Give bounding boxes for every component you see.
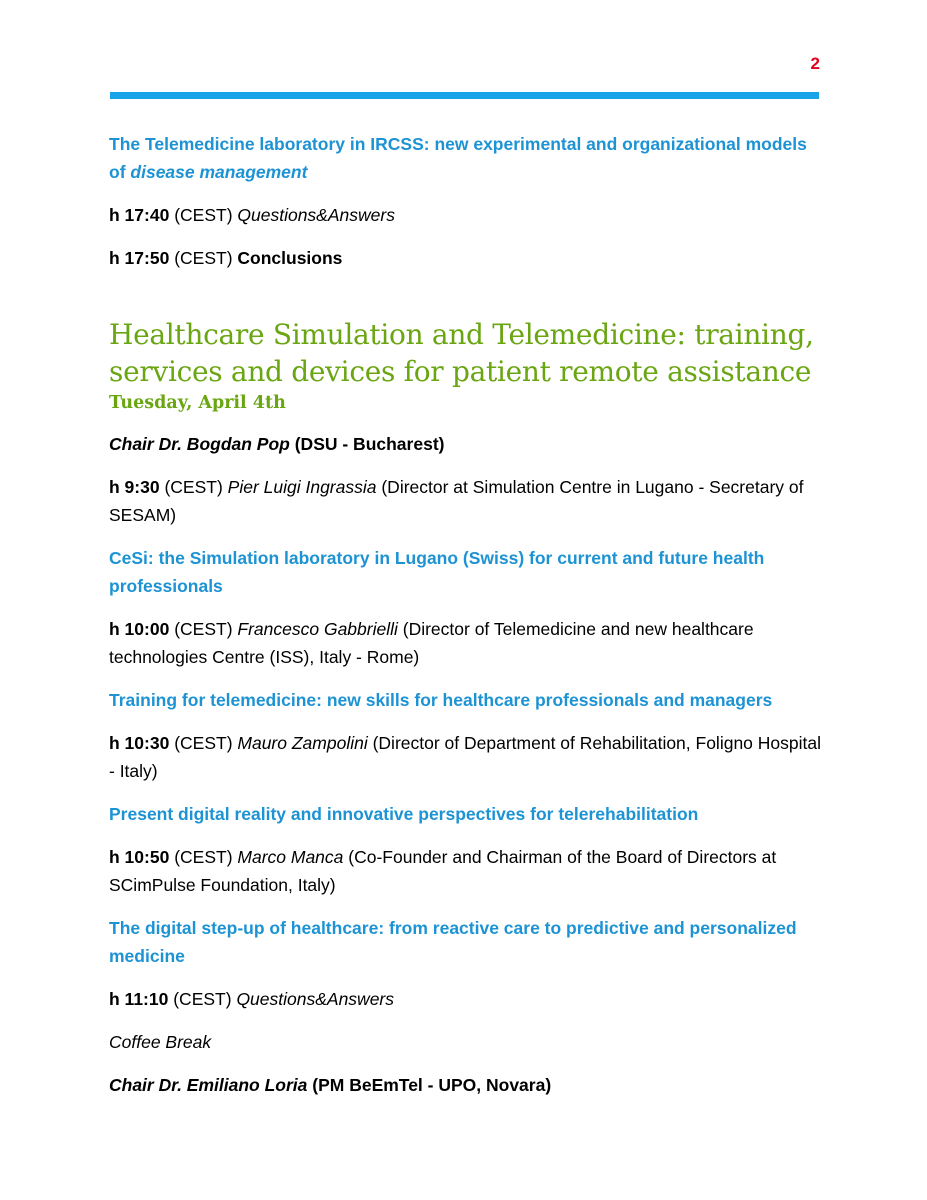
section-title: Healthcare Simulation and Telemedicine: training, services and devices for patient remote assistance [109,318,814,388]
session-line [109,473,824,529]
session-timezone: (CEST) [174,248,233,268]
talk-title: Present digital reality and innovative perspectives for telerehabilitation [109,804,699,824]
session-time: h 9:30 [109,477,160,497]
session-timezone: (CEST) [174,847,233,867]
document-body [109,130,824,1114]
chair-affiliation: (DSU - Bucharest) [294,434,445,454]
header-rule [110,92,819,99]
qa-line [109,985,824,1013]
session-timezone: (CEST) [174,619,233,639]
chair-affiliation: (PM BeEmTel - UPO, Novara) [312,1075,552,1095]
talk-title: CeSi: the Simulation laboratory in Lugano (Swiss) for current and future health professionals [109,548,765,596]
session-timezone: (CEST) [164,477,223,497]
conclusions-line [109,244,824,272]
chair-name: Chair Dr. Emiliano Loria [109,1075,308,1095]
chair-name: Chair Dr. Bogdan Pop [109,434,290,454]
chair-line [109,430,824,458]
session-timezone: (CEST) [173,989,232,1009]
qa-label: Questions&Answers [236,989,395,1009]
session-line [109,729,824,785]
session-time: h 10:00 [109,619,170,639]
chair-line [109,1071,824,1099]
speaker-affiliation: (Director of Department of Rehabilitation, Foligno Hospital - Italy) [109,733,821,781]
talk-title [109,130,824,186]
session-time: h 17:50 [109,248,170,268]
session-timezone: (CEST) [174,205,233,225]
section-date: Tuesday, April 4th [109,393,286,413]
session-time: h 10:30 [109,733,170,753]
session-line [109,615,824,671]
speaker-name: Francesco Gabbrielli [237,619,398,639]
session-line [109,843,824,899]
talk-title-main: The Telemedicine laboratory in IRCSS: new experimental and organizational models of [109,134,807,182]
session-time: h 10:50 [109,847,170,867]
qa-label: Questions&Answers [237,205,395,225]
speaker-name: Pier Luigi Ingrassia [227,477,377,497]
speaker-affiliation: (Co-Founder and Chairman of the Board of Directors at SCimPulse Foundation, Italy) [109,847,777,895]
talk-title-italic: disease management [130,162,308,182]
session-timezone: (CEST) [174,733,233,753]
conclusions-label: Conclusions [237,248,343,268]
qa-line [109,201,824,229]
page-number: 2 [810,54,820,73]
speaker-affiliation: (Director at Simulation Centre in Lugano - Secretary of SESAM) [109,477,804,525]
speaker-name: Marco Manca [237,847,344,867]
coffee-break: Coffee Break [109,1032,212,1052]
session-time: h 17:40 [109,205,170,225]
speaker-name: Mauro Zampolini [237,733,368,753]
speaker-affiliation: (Director of Telemedicine and new healthcare technologies Centre (ISS), Italy - Rome) [109,619,754,667]
session-time: h 11:10 [109,989,169,1009]
talk-title: Training for telemedicine: new skills for healthcare professionals and managers [109,690,773,710]
talk-title: The digital step-up of healthcare: from reactive care to predictive and personalized medicine [109,918,797,966]
